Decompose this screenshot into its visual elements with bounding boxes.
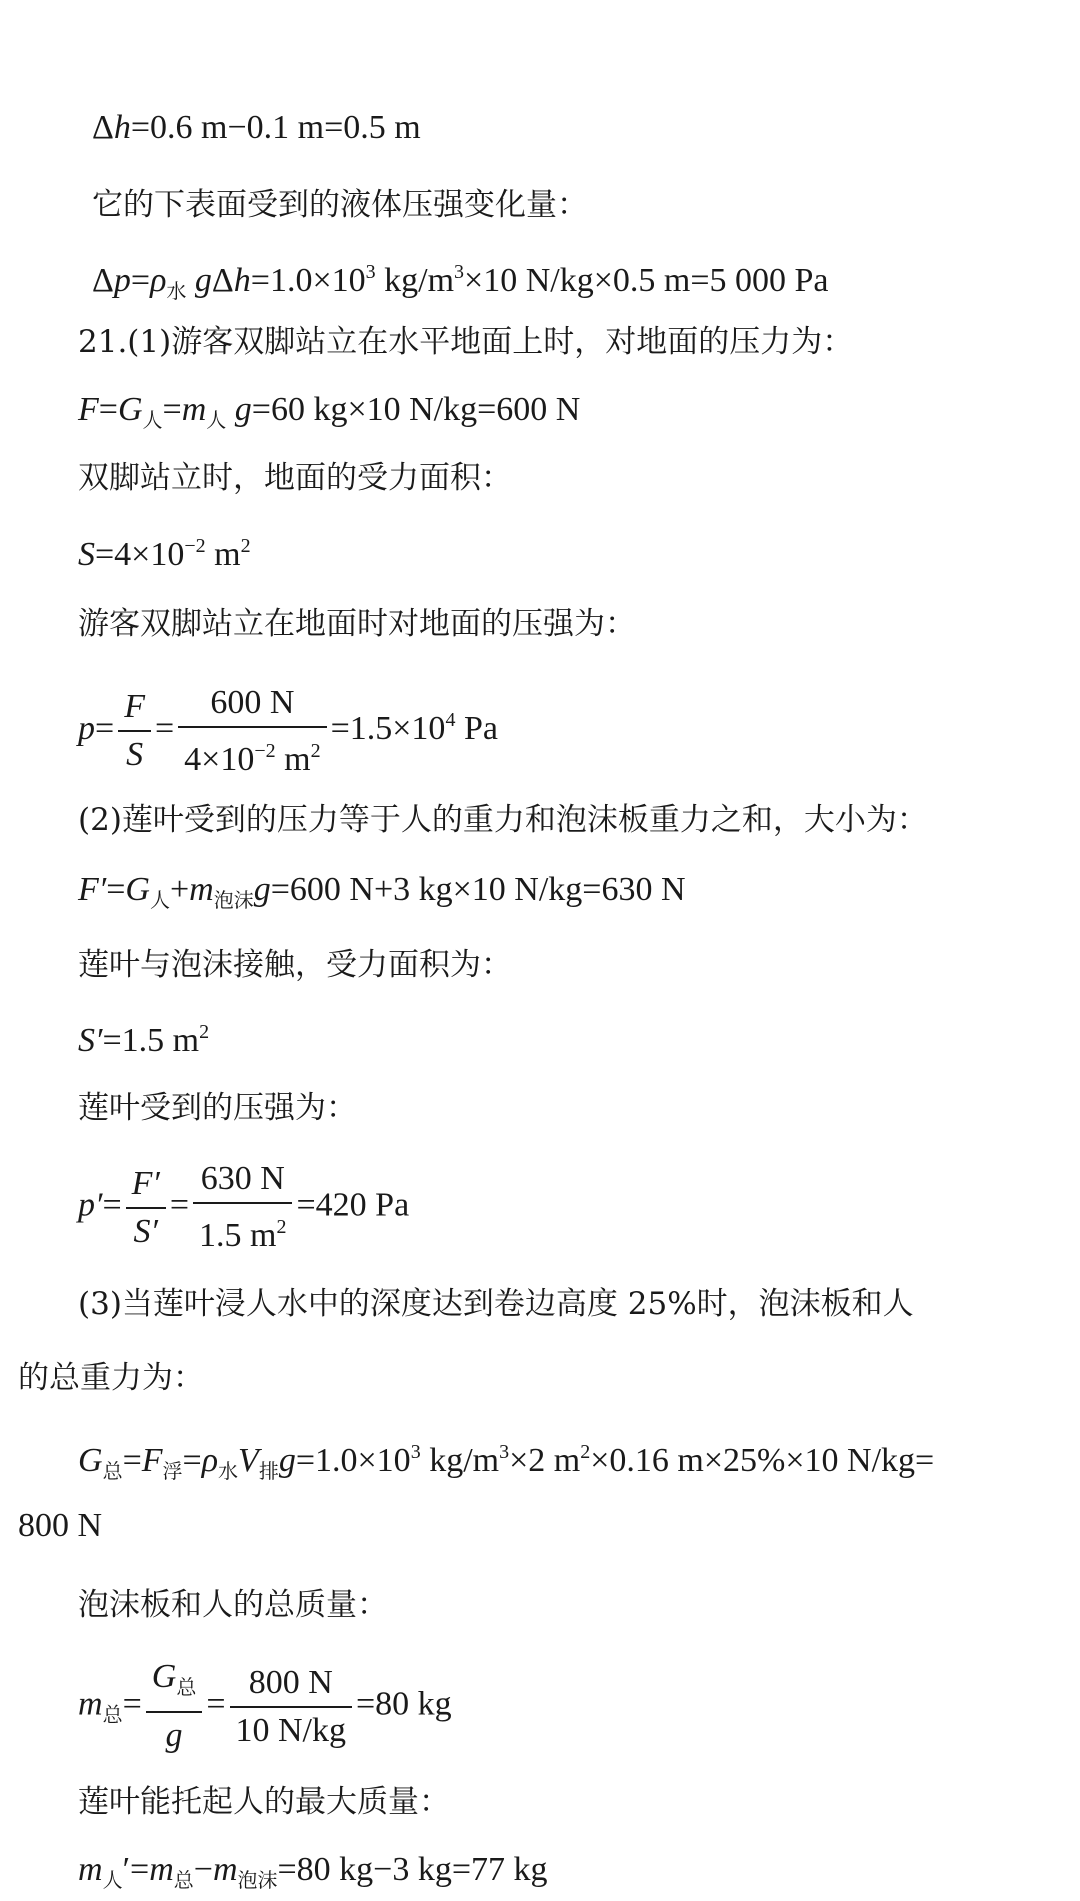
fraction-g-total-over-g: [146, 1658, 203, 1755]
equation-area-s-prime: [78, 1012, 209, 1061]
eq-var: S′: [78, 1022, 103, 1059]
eq-var: G: [78, 1442, 103, 1479]
eq-text: kg/m: [420, 1442, 500, 1479]
fraction-630n-over-area: [193, 1160, 292, 1255]
eq-text: Δ: [92, 109, 114, 146]
frac-numerator: [146, 1658, 203, 1711]
eq-var: S: [78, 536, 95, 573]
eq-subscript: 人: [102, 1870, 123, 1892]
text-pressure-change-label: 它的下表面受到的液体压强变化量：: [92, 187, 588, 223]
fraction-800n-over-10nkg: [230, 1664, 353, 1750]
eq-var: ρ: [150, 262, 167, 299]
text-lotus-pressure-label: 莲叶受到的压强为：: [78, 1090, 357, 1126]
eq-var: m: [189, 871, 214, 908]
eq-subscript: 人: [149, 890, 170, 912]
eq-superscript: 2: [240, 535, 251, 557]
eq-var: p′: [78, 1186, 103, 1224]
eq-text: =: [122, 1685, 142, 1723]
eq-text: =: [154, 710, 175, 747]
eq-text: =: [102, 1186, 122, 1224]
text-contact-area-label: 双脚站立时，地面的受力面积：: [78, 460, 512, 496]
eq-var: p: [78, 710, 95, 747]
eq-text: Pa: [455, 710, 498, 747]
eq-text: =: [182, 1442, 202, 1479]
eq-superscript: −2: [254, 739, 276, 762]
equation-delta-p: [92, 252, 829, 312]
eq-var: h: [233, 262, 251, 299]
equation-pressure-p: [78, 676, 498, 779]
eq-var: g: [253, 871, 271, 908]
equation-total-mass: [78, 1658, 452, 1759]
frac-denominator: S: [118, 730, 151, 774]
eq-var: m: [212, 1851, 238, 1888]
equation-force-person: [78, 390, 580, 441]
eq-superscript: 3: [410, 1441, 421, 1463]
eq-text: kg/m: [375, 262, 455, 299]
eq-text: =0.6 m−0.1 m=0.5 m: [130, 109, 421, 146]
eq-text: =: [106, 871, 126, 908]
fraction-600n-over-area: [178, 684, 326, 779]
eq-superscript: 3: [454, 261, 465, 283]
eq-var: G: [125, 871, 150, 908]
equation-delta-h: [92, 108, 421, 148]
eq-text: =600 N+3 kg×10 N/kg=630 N: [270, 871, 686, 908]
frac-numerator: F: [124, 688, 145, 726]
fraction-f-over-s: [118, 688, 151, 774]
eq-var: m: [78, 1851, 103, 1888]
eq-text: ′=: [122, 1851, 150, 1888]
question-21-part-2: (2)莲叶受到的压力等于人的重力和泡沫板重力之和，大小为：: [78, 802, 928, 838]
question-21-part-1: 21.(1)游客双脚站立在水平地面上时，对地面的压力为：: [78, 324, 854, 360]
eq-subscript: 总: [102, 1704, 123, 1727]
eq-text: =: [162, 391, 182, 428]
eq-text: =: [95, 710, 115, 747]
eq-superscript: 4: [445, 709, 456, 731]
text-lotus-area-label: 莲叶与泡沫接触，受力面积为：: [78, 947, 512, 983]
eq-text: =1.0×10: [295, 1442, 411, 1479]
eq-text: =1.5 m: [102, 1022, 200, 1059]
frac-denominator: [193, 1202, 292, 1255]
eq-var: h: [113, 109, 131, 146]
eq-superscript: 2: [310, 739, 321, 762]
question-21-part-3: (3)当莲叶浸人水中的深度达到卷边高度 25%时，泡沫板和人: [78, 1286, 914, 1322]
eq-text: =: [98, 391, 118, 428]
frac-denominator: g: [146, 1711, 203, 1755]
frac-numerator: 630 N: [200, 1160, 285, 1197]
eq-var: F: [141, 1442, 163, 1479]
eq-text: =: [130, 262, 151, 299]
equation-pressure-p-prime: [78, 1160, 409, 1255]
eq-text: ×2 m: [509, 1442, 581, 1479]
eq-text: 1.5 m: [199, 1217, 277, 1254]
eq-subscript: 水: [166, 281, 187, 303]
eq-superscript: 2: [580, 1441, 591, 1463]
eq-subscript: 排: [258, 1461, 279, 1483]
eq-subscript: 总: [173, 1870, 194, 1892]
eq-subscript: 人: [142, 410, 163, 432]
eq-subscript: 浮: [162, 1461, 183, 1483]
equation-force-lotus: [78, 870, 686, 921]
equation-total-weight: [78, 1432, 934, 1492]
eq-var: F: [78, 391, 99, 428]
eq-text: =1.5×10: [330, 710, 446, 747]
eq-var: ρ: [201, 1442, 219, 1479]
frac-numerator: F′: [131, 1164, 160, 1202]
frac-denominator: 10 N/kg: [230, 1706, 353, 1750]
text-max-mass-label: 莲叶能托起人的最大质量：: [78, 1784, 450, 1820]
fraction-f-prime-over-s-prime: [126, 1165, 166, 1251]
eq-superscript: −2: [184, 535, 206, 557]
equation-max-mass: [78, 1850, 548, 1901]
eq-subscript: 总: [102, 1461, 123, 1483]
eq-text: =4×10: [95, 536, 185, 573]
eq-var: F′: [78, 871, 107, 908]
frac-numerator: 800 N: [248, 1663, 333, 1701]
eq-text: 4×10: [184, 740, 255, 778]
eq-text: =: [169, 1186, 190, 1224]
eq-text: +: [169, 871, 190, 908]
eq-text: =80 kg−3 kg=77 kg: [277, 1851, 548, 1888]
eq-text: =: [206, 1685, 226, 1723]
eq-subscript: 人: [206, 410, 227, 432]
eq-text: ×0.16 m×25%×10 N/kg=: [590, 1442, 935, 1479]
eq-var: g: [278, 1442, 296, 1479]
eq-superscript: 2: [276, 1216, 287, 1238]
frac-denominator: S′: [126, 1207, 166, 1251]
eq-text: =80 kg: [356, 1685, 452, 1723]
eq-subscript: 总: [176, 1677, 197, 1699]
eq-subscript: 泡沫: [213, 890, 254, 912]
eq-var: p: [113, 262, 131, 299]
eq-text: =1.0×10: [250, 262, 366, 299]
text-pressure-label: 游客双脚站立在地面时对地面的压强为：: [78, 606, 636, 642]
eq-var: G: [151, 1658, 177, 1695]
eq-text: −: [193, 1851, 213, 1888]
eq-superscript: 2: [199, 1021, 210, 1043]
eq-text: m: [275, 740, 311, 778]
eq-text: Δ: [92, 262, 114, 299]
frac-denominator: [178, 726, 326, 779]
equation-total-weight-result: 800 N: [18, 1507, 103, 1544]
eq-var: m: [149, 1851, 174, 1888]
eq-text: m: [205, 536, 241, 573]
question-21-part-3-cont: 的总重力为：: [18, 1360, 204, 1396]
eq-text: Δ: [211, 262, 234, 299]
eq-subscript: 泡沫: [237, 1870, 278, 1892]
eq-superscript: 3: [365, 261, 376, 283]
eq-var: m: [181, 391, 207, 428]
text-total-mass-label: 泡沫板和人的总质量：: [78, 1587, 388, 1623]
frac-numerator: 600 N: [210, 683, 295, 721]
eq-superscript: 3: [499, 1441, 510, 1463]
eq-text: ×10 N/kg×0.5 m=5 000 Pa: [464, 262, 829, 299]
equation-area-s: [78, 526, 251, 575]
eq-var: g: [226, 391, 252, 428]
eq-subscript: 水: [218, 1461, 239, 1483]
eq-var: G: [117, 391, 143, 428]
eq-text: =: [122, 1442, 142, 1479]
eq-var: m: [78, 1685, 103, 1723]
eq-var: V: [238, 1442, 259, 1479]
eq-var: g: [186, 262, 212, 299]
eq-text: =60 kg×10 N/kg=600 N: [251, 391, 581, 428]
eq-text: =420 Pa: [296, 1186, 410, 1224]
